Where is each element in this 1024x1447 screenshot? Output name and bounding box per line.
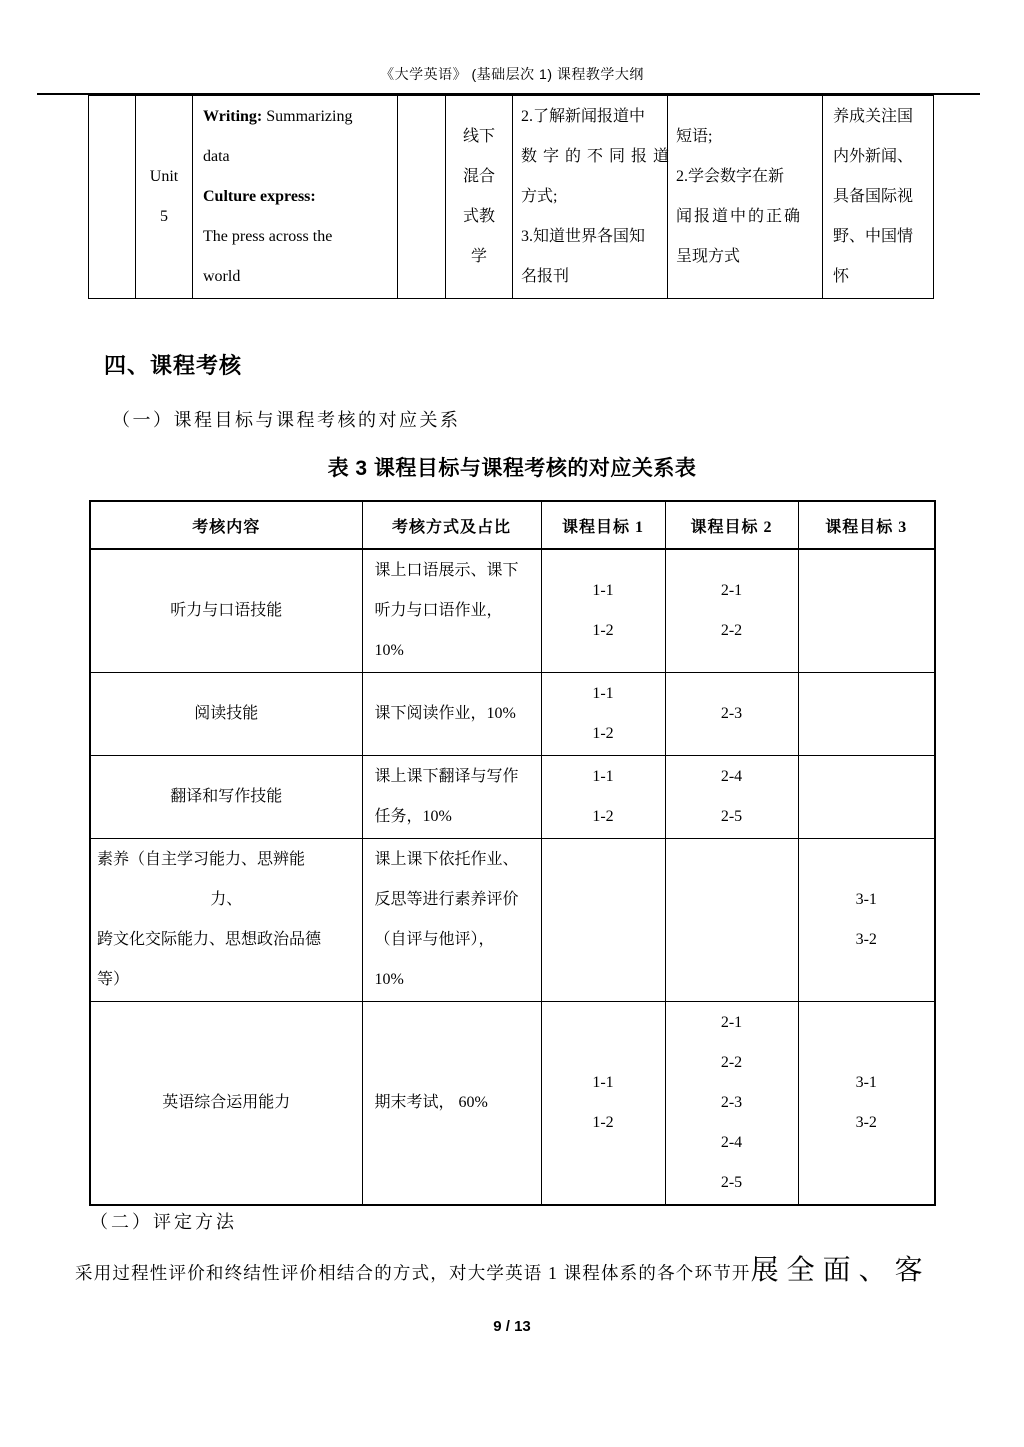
goal2-cell [665, 839, 798, 1002]
goal2-cell: 2-1 2-2 2-3 2-4 2-5 [665, 1002, 798, 1206]
table3-caption: 表 3 课程目标与课程考核的对应关系表 [327, 457, 697, 480]
virtue-objectives-cell: 养成关注国 内外新闻、 具备国际视 野、中国情 怀 [823, 96, 934, 299]
content-cell: 英语综合运用能力 [90, 1002, 362, 1206]
table-row [90, 549, 935, 673]
subsection-heading-mapping: （一）课程目标与课程考核的对应关系 [112, 410, 461, 430]
assessment-mapping-table [89, 500, 936, 1206]
unit-content-cell: Writing: Summarizing data Culture express: The press across the world [193, 96, 398, 299]
goal1-cell [541, 839, 665, 1002]
page-number: 9 / 13 [493, 1318, 531, 1335]
table-row [89, 96, 934, 299]
content-cell: 素养（自主学习能力、思辨能 力、 跨文化交际能力、思想政治品德 等） [90, 839, 362, 1002]
table-row [90, 673, 935, 756]
goal2-cell: 2-4 2-5 [665, 756, 798, 839]
goal1-cell: 1-1 1-2 [541, 1002, 665, 1206]
skill-objectives-cell: 短语; 2.学会数字在新 闻报道中的正确 呈现方式 [668, 96, 823, 299]
method-cell: 课上课下翻译与写作 任务，10% [362, 756, 541, 839]
content-cell: 阅读技能 [90, 673, 362, 756]
section-heading-assessment: 四、课程考核 [104, 353, 243, 378]
goal2-cell: 2-3 [665, 673, 798, 756]
method-cell: 课上口语展示、课下 听力与口语作业， 10% [362, 549, 541, 673]
goal2-cell: 2-1 2-2 [665, 549, 798, 673]
method-cell: 课上课下依托作业、 反思等进行素养评价 （自评与他评）， 10% [362, 839, 541, 1002]
table-row [90, 1002, 935, 1206]
method-cell: 期末考试， 60% [362, 1002, 541, 1206]
empty-cell [89, 96, 136, 299]
content-cell: 听力与口语技能 [90, 549, 362, 673]
table-row [90, 839, 935, 1002]
goal3-cell: 3-1 3-2 [798, 1002, 935, 1206]
goal3-cell [798, 756, 935, 839]
column-header-goal1: 课程目标 1 [541, 501, 665, 549]
goal1-cell: 1-1 1-2 [541, 756, 665, 839]
paragraph-normal-text: 采用过程性评价和终结性评价相结合的方式，对大学英语 1 课程体系的各个环节开 [75, 1263, 751, 1283]
column-header-content: 考核内容 [90, 501, 362, 549]
goal3-cell [798, 673, 935, 756]
goal1-cell: 1-1 1-2 [541, 549, 665, 673]
column-header-method: 考核方式及占比 [362, 501, 541, 549]
column-header-goal2: 课程目标 2 [665, 501, 798, 549]
teaching-mode-cell: 线下 混合 式教 学 [446, 96, 513, 299]
method-cell: 课下阅读作业，10% [362, 673, 541, 756]
content-cell: 翻译和写作技能 [90, 756, 362, 839]
goal1-cell: 1-1 1-2 [541, 673, 665, 756]
goal3-cell [798, 549, 935, 673]
column-header-goal3: 课程目标 3 [798, 501, 935, 549]
empty-cell [398, 96, 446, 299]
table-row [90, 756, 935, 839]
goal3-cell: 3-1 3-2 [798, 839, 935, 1002]
unit-syllabus-table [88, 95, 934, 299]
paragraph-emphasized-text: 展全面、客 [750, 1255, 931, 1286]
knowledge-objectives-cell: 2.了解新闻报道中 数字的不同报道 方式; 3.知道世界各国知 名报刊 [513, 96, 668, 299]
body-paragraph [75, 1254, 1005, 1290]
table-header-row [90, 501, 935, 549]
page-header-title: 《大学英语》 (基础层次 1) 课程教学大纲 [380, 66, 644, 82]
subsection-heading-evaluation: （二）评定方法 [90, 1212, 237, 1232]
unit-number-cell: Unit 5 [136, 96, 193, 299]
